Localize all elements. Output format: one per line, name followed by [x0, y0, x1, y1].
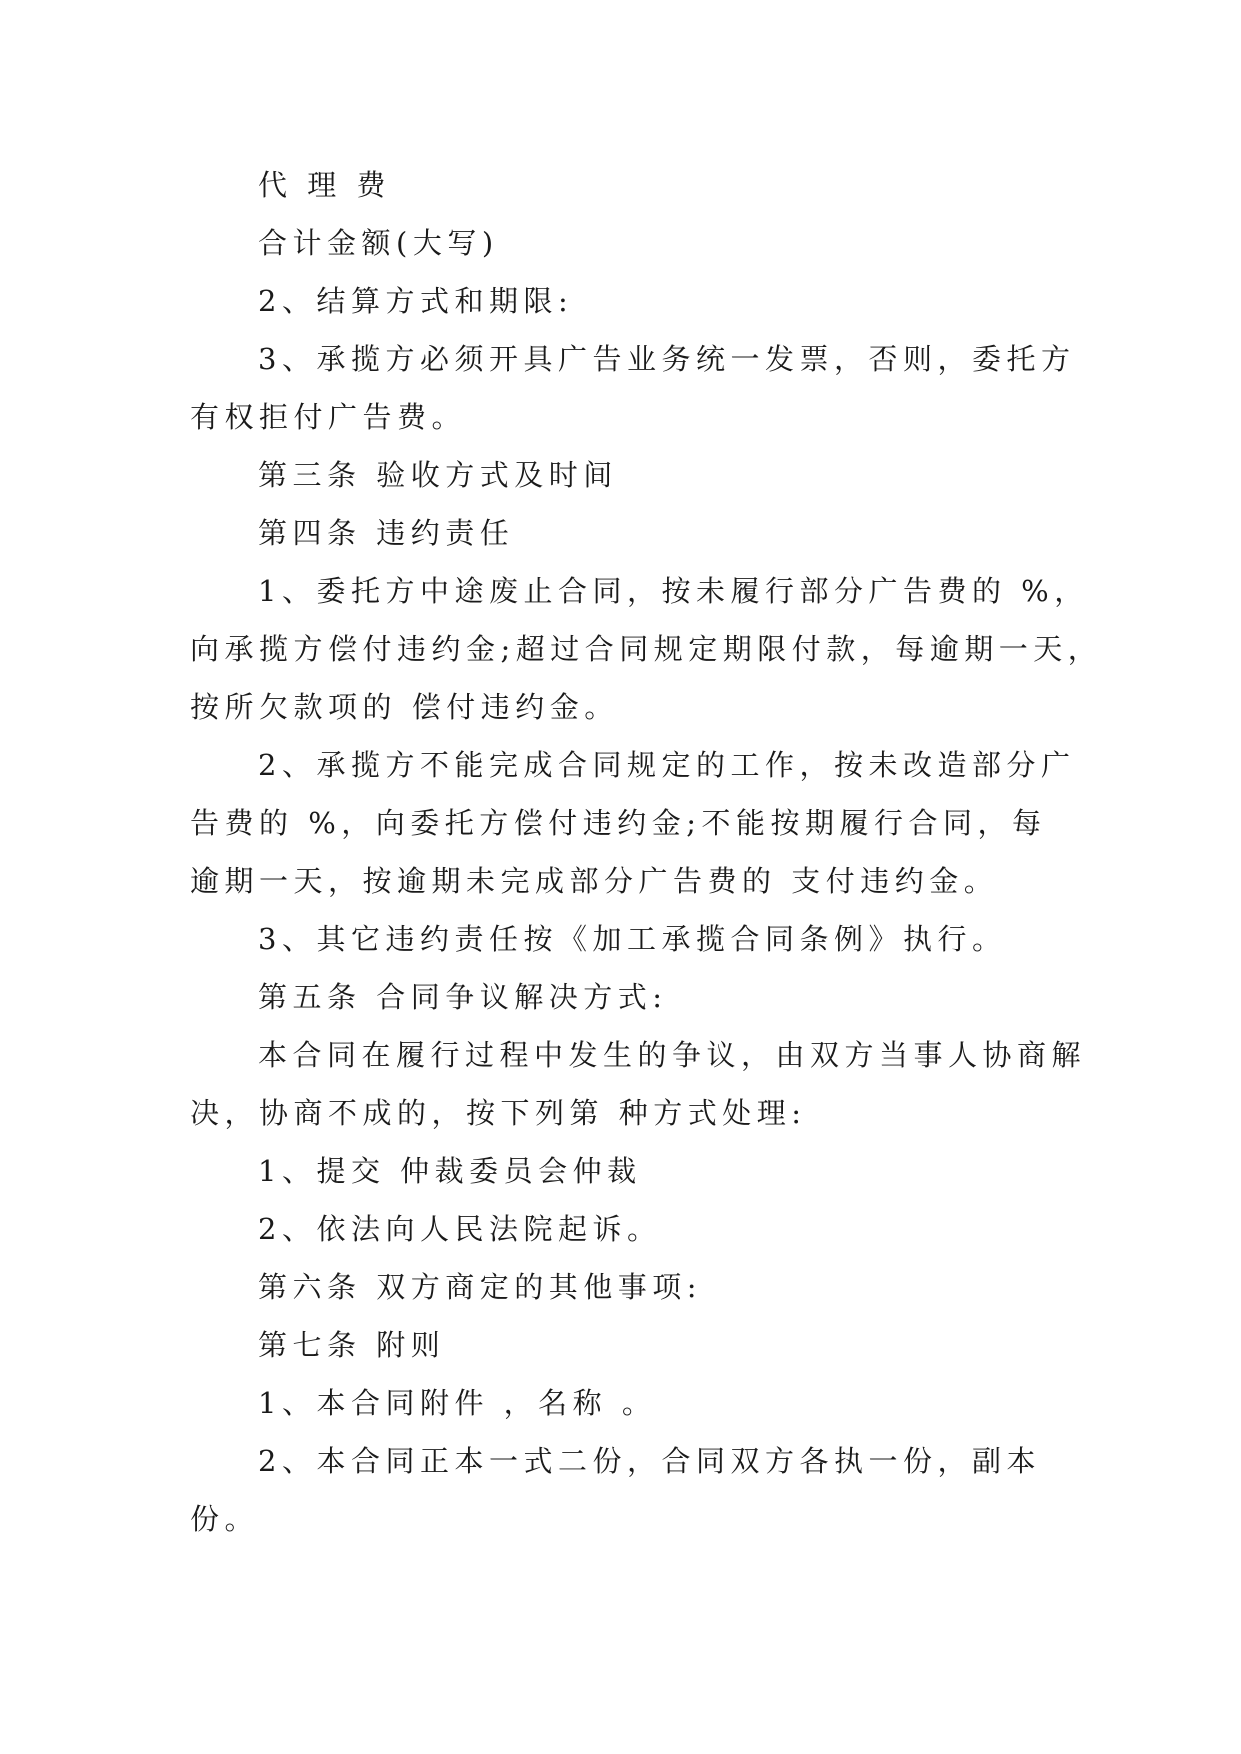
- text-line: 1、委托方中途废止合同，按未履行部分广告费的 %，: [258, 574, 1089, 608]
- text-line: 1、本合同附件 ，名称 。: [258, 1386, 657, 1420]
- text-line: 3、承揽方必须开具广告业务统一发票，否则，委托方: [258, 342, 1076, 376]
- text-line: 2、本合同正本一式二份，合同双方各执一份，副本: [258, 1444, 1041, 1478]
- text-line: 向承揽方偿付违约金;超过合同规定期限付款，每逾期一天，: [190, 632, 1103, 666]
- text-line: 按所欠款项的 偿付违约金。: [190, 690, 619, 724]
- text-line: 3、其它违约责任按《加工承揽合同条例》执行。: [258, 922, 1007, 956]
- text-line: 逾期一天，按逾期未完成部分广告费的 支付违约金。: [190, 864, 999, 898]
- text-line: 2、承揽方不能完成合同规定的工作，按未改造部分广: [258, 748, 1076, 782]
- text-line: 本合同在履行过程中发生的争议，由双方当事人协商解: [258, 1038, 1087, 1072]
- text-line: 份。: [190, 1502, 260, 1536]
- text-line: 合计金额(大写): [258, 226, 499, 260]
- text-line: 代 理 费: [258, 168, 391, 202]
- text-line: 第五条 合同争议解决方式:: [258, 980, 668, 1014]
- text-line: 决，协商不成的，按下列第 种方式处理:: [190, 1096, 807, 1130]
- text-line: 第四条 违约责任: [258, 516, 515, 550]
- text-line: 告费的 %，向委托方偿付违约金;不能按期履行合同，每: [190, 806, 1047, 840]
- text-line: 有权拒付广告费。: [190, 400, 467, 434]
- text-line: 2、结算方式和期限:: [258, 284, 574, 318]
- text-line: 1、提交 仲裁委员会仲裁: [258, 1154, 642, 1188]
- text-line: 第三条 验收方式及时间: [258, 458, 618, 492]
- text-line: 第六条 双方商定的其他事项:: [258, 1270, 702, 1304]
- text-line: 第七条 附则: [258, 1328, 446, 1362]
- text-line: 2、依法向人民法院起诉。: [258, 1212, 662, 1246]
